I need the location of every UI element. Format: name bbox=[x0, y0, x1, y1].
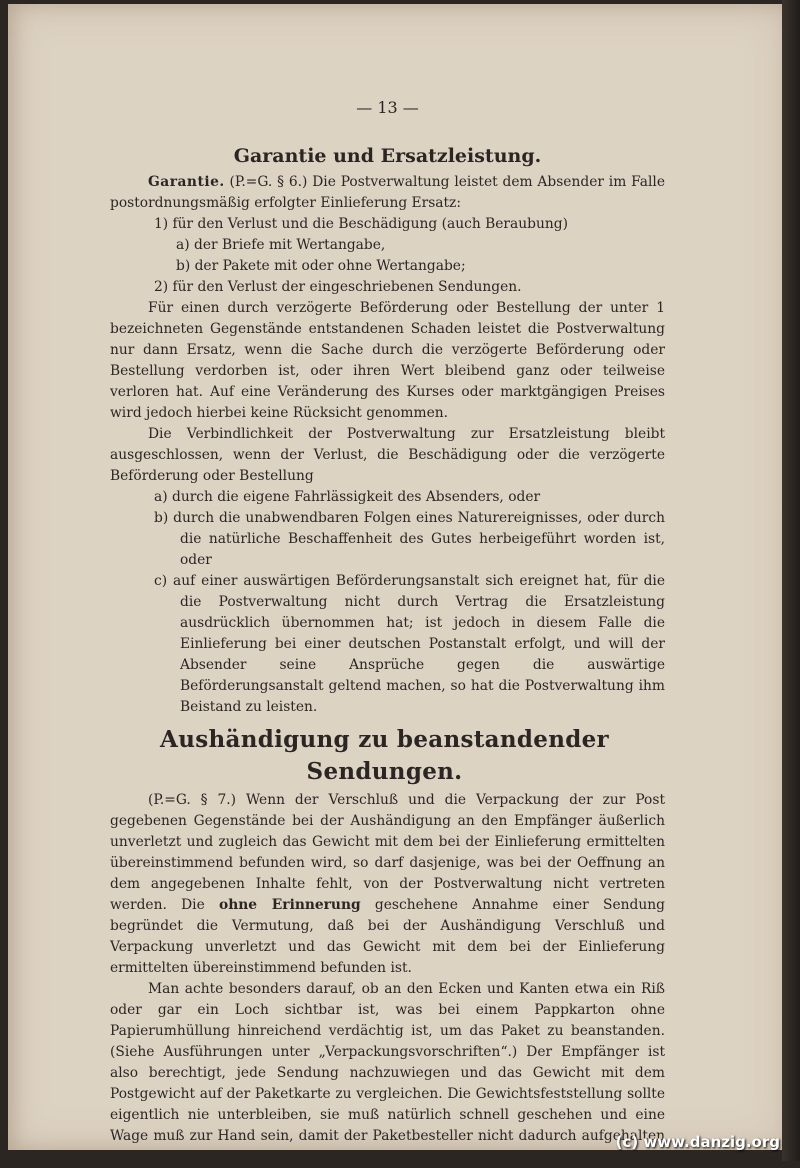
section-title-garantie: Garantie und Ersatzleistung. bbox=[233, 145, 542, 167]
paragraph: Die Verbindlichkeit der Postverwaltung zur Ersatzleistung bleibt ausgeschlossen, wenn der Verlust, die Beschädigung oder die verzögerte Beförderung oder Bestellung bbox=[110, 426, 665, 484]
exclusion-item: b) durch die unabwendbaren Folgen eines Naturereignisses, oder durch die natürliche Beschaffenheit des Gutes herbeigeführt worden ist, oder bbox=[154, 510, 665, 568]
page-number: — 13 — bbox=[356, 98, 419, 117]
garantie-intro-text: (P.=G. § 6.) Die Postverwaltung leistet dem Absender im Falle postordnungsmäßig erfolgter Einlieferung Ersatz: bbox=[110, 174, 665, 211]
list-item: 1) für den Verlust und die Beschädigung (auch Beraubung) bbox=[154, 216, 568, 232]
copyright-watermark: (c) www.danzig.org bbox=[615, 1133, 780, 1151]
paragraph: Man achte besonders darauf, ob an den Ecken und Kanten etwa ein Riß oder gar ein Loch sichtbar ist, was bei einem Pappkarton ohne Papierumhüllung hinreichend verdächtig ist, um das Paket zu beanstanden. (Siehe Ausführungen unter „Verpackungsvorschriften“.) Der Empfänger ist also berechtigt, jede Sendung nachzuwiegen und das Gewicht mit dem Postgewicht auf der Paketkarte zu vergleichen. Die Gewichtsfeststellung sollte eigentlich nie unterbleiben, sie muß natürlich schnell geschehen und eine Wage muß zur Hand sein, damit der Paketbesteller nicht dadurch aufgehalten wird. bbox=[110, 981, 665, 1165]
paragraph-text: (P.=G. § 7.) Wenn der Verschluß und die Verpackung der zur Post gegebenen Gegenstände bei der Aushändigung an den Empfänger äußerlich unverletzt und zugleich das Gewicht mit dem bei der Einlieferung ermittelten übereinstimmend befunden wird, so darf dasjenige, was bei der Oeffnung an dem angegebenen Inhalte fehlt, von der Postverwaltung nicht vertreten werden. bbox=[110, 792, 665, 913]
section-title-aushaendigung: Aushändigung zu beanstandender Sendungen. bbox=[160, 726, 609, 785]
emphasis-text: ohne Erinnerung bbox=[219, 897, 361, 913]
exclusion-item: c) auf einer auswärtigen Beförderungsanstalt sich ereignet hat, für die die Postverwaltung nicht durch Vertrag die Ersatzleistung ausdrücklich übernommen hat; ist jedoch in diesem Falle die Einlieferung bei einer deutschen Postanstalt erfolgt, und will der Absender seine Ansprüche gegen die auswärtige Beförderungsanstalt geltend machen, so hat die Postverwaltung ihm Beistand zu leisten. bbox=[154, 573, 665, 715]
page-text bbox=[110, 97, 665, 1168]
garantie-label: Garantie. bbox=[148, 174, 225, 190]
exclusion-item: a) durch die eigene Fahrlässigkeit des Absenders, oder bbox=[154, 489, 541, 505]
garantie-intro bbox=[110, 172, 665, 214]
book-spine-edge bbox=[782, 0, 800, 1161]
list-item: a) der Briefe mit Wertangabe, bbox=[176, 237, 386, 253]
list-item: 2) für den Verlust der eingeschriebenen Sendungen. bbox=[154, 279, 522, 295]
paragraph: Für einen durch verzögerte Beförderung oder Bestellung der unter 1 bezeichneten Gegenstände entstandenen Schaden leistet die Postverwaltung nur dann Ersatz, wenn die Sache durch die verzögerte Beförderung oder Bestellung verdorben ist, oder ihren Wert bleibend ganz oder teilweise verloren hat. Auf eine Veränderung des Kurses oder marktgängigen Preises wird jedoch hierbei keine Rücksicht genommen. bbox=[110, 300, 665, 421]
paragraph bbox=[110, 790, 665, 979]
paragraph-text: geschehene Annahme einer Sendung begründet die Vermutung, daß bei der Aushändigung Verschluß und Verpackung unverletzt und das Gewicht mit dem bei der Einlieferung ermittelten übereinstimmend befunden ist. bbox=[110, 897, 665, 976]
list-item: b) der Pakete mit oder ohne Wertangabe; bbox=[176, 258, 466, 274]
paragraph-text: Die bbox=[181, 897, 205, 913]
